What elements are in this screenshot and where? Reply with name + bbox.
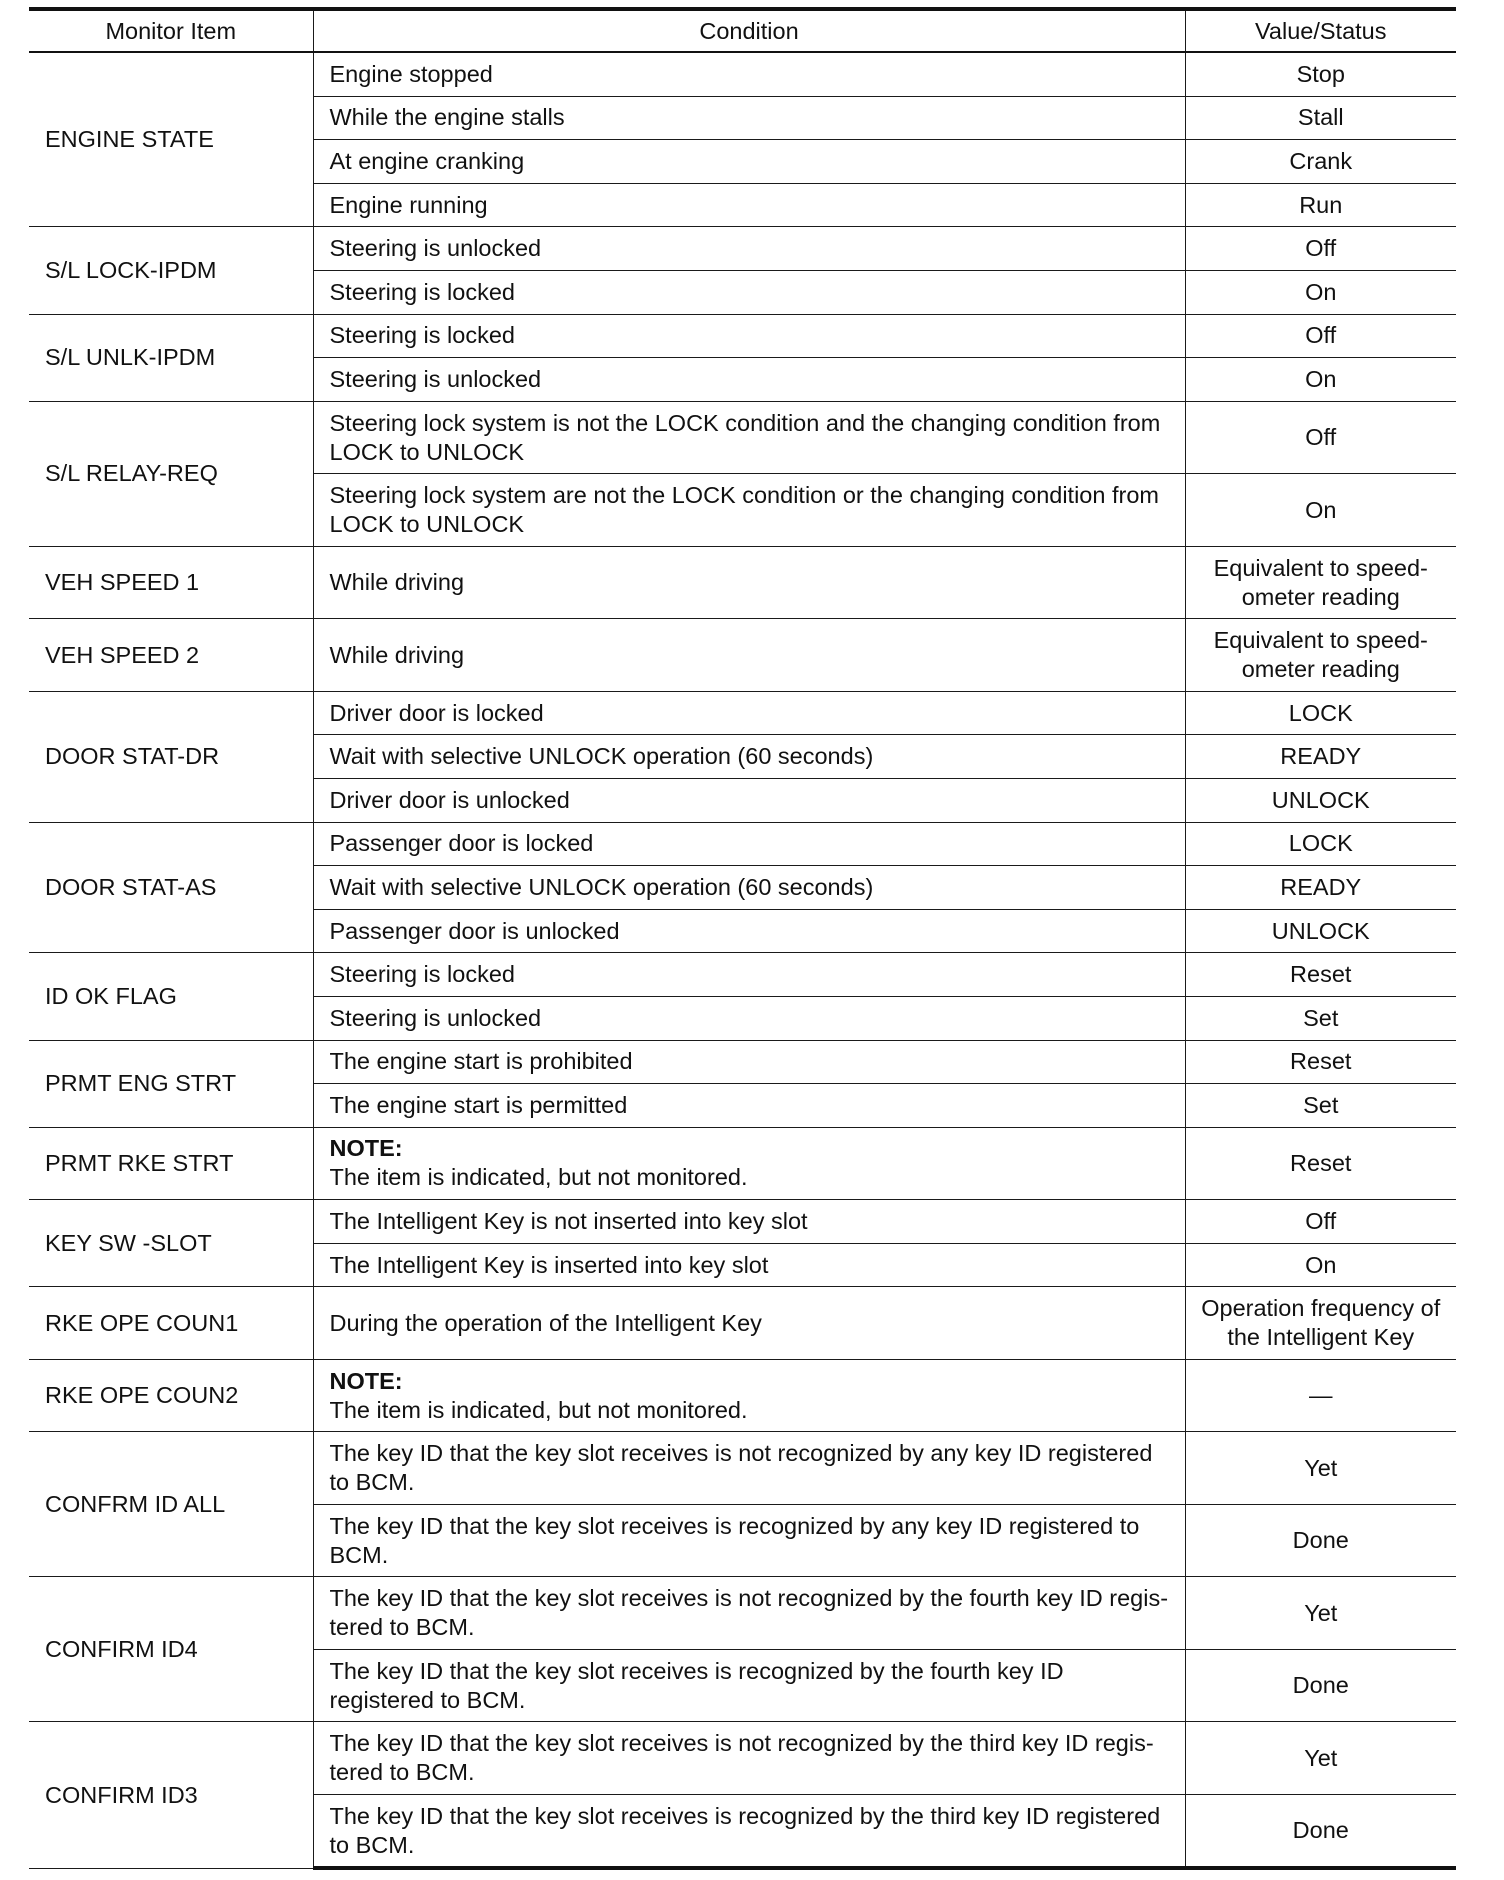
condition-cell: The key ID that the key slot receives is recognized by the third key ID registered to BCM. [313,1794,1185,1868]
condition-cell: The Intelligent Key is inserted into key slot [313,1243,1185,1287]
condition-cell: Steering is locked [313,270,1185,314]
monitor-item-cell: KEY SW -SLOT [29,1200,313,1287]
condition-cell: Engine running [313,183,1185,227]
value-status-cell: LOCK [1185,822,1456,866]
value-status-cell: Stop [1185,52,1456,96]
monitor-item-cell: DOOR STAT-DR [29,691,313,822]
table-row [29,1577,1456,1650]
value-status-cell: Done [1185,1649,1456,1722]
condition-cell: Driver door is locked [313,691,1185,735]
value-status-cell: Operation frequency of the Intelligent Key [1185,1287,1456,1360]
value-status-cell: — [1185,1359,1456,1432]
value-status-cell: Off [1185,227,1456,271]
condition-cell: Driver door is unlocked [313,778,1185,822]
condition-cell: The key ID that the key slot receives is recognized by the fourth key ID registered to BCM. [313,1649,1185,1722]
value-status-cell: LOCK [1185,691,1456,735]
table-row [29,1040,1456,1084]
monitor-item-cell: S/L UNLK-IPDM [29,314,313,401]
condition-cell: At engine cranking [313,140,1185,184]
value-status-cell: READY [1185,735,1456,779]
table-body [29,52,1456,1868]
value-status-cell: Reset [1185,953,1456,997]
value-status-cell: Off [1185,1200,1456,1244]
condition-cell: Wait with selective UNLOCK operation (60 seconds) [313,866,1185,910]
value-status-cell: Off [1185,314,1456,358]
value-status-cell: UNLOCK [1185,778,1456,822]
value-status-cell: Run [1185,183,1456,227]
condition-cell: During the operation of the Intelligent Key [313,1287,1185,1360]
monitor-item-cell: ID OK FLAG [29,953,313,1040]
value-status-cell: Set [1185,1084,1456,1128]
condition-cell: The key ID that the key slot receives is recognized by any key ID registered to BCM. [313,1504,1185,1577]
condition-cell: Passenger door is locked [313,822,1185,866]
value-status-cell: Done [1185,1794,1456,1868]
table-row [29,953,1456,997]
value-status-cell: Stall [1185,96,1456,140]
value-status-cell: Yet [1185,1432,1456,1505]
value-status-cell: Yet [1185,1722,1456,1795]
table-row [29,546,1456,619]
condition-cell: Engine stopped [313,52,1185,96]
monitor-item-cell: CONFIRM ID3 [29,1722,313,1869]
monitor-item-cell: VEH SPEED 2 [29,619,313,692]
value-status-cell: On [1185,474,1456,547]
table-row [29,52,1456,96]
table-row [29,1200,1456,1244]
monitor-item-cell: CONFIRM ID4 [29,1577,313,1722]
value-status-cell: Equivalent to speed-ometer reading [1185,619,1456,692]
condition-cell: The engine start is permitted [313,1084,1185,1128]
monitor-item-cell: CONFRM ID ALL [29,1432,313,1577]
monitor-table [29,7,1456,1870]
table-row [29,619,1456,692]
table-row [29,401,1456,474]
condition-cell: The Intelligent Key is not inserted into key slot [313,1200,1185,1244]
monitor-item-cell: ENGINE STATE [29,52,313,227]
note-text: The item is indicated, but not monitored. [329,1164,748,1191]
note-label: NOTE: [329,1135,403,1162]
table-row [29,314,1456,358]
condition-cell [313,1127,1185,1200]
value-status-cell: Equivalent to speed-ometer reading [1185,546,1456,619]
table-row [29,691,1456,735]
value-status-cell: On [1185,270,1456,314]
value-status-cell: Yet [1185,1577,1456,1650]
condition-cell: Passenger door is unlocked [313,909,1185,953]
table-row [29,1127,1456,1200]
condition-cell: The key ID that the key slot receives is not recognized by any key ID registered to BCM. [313,1432,1185,1505]
table-row [29,1359,1456,1432]
table-row [29,227,1456,271]
monitor-item-cell: S/L RELAY-REQ [29,401,313,546]
monitor-item-cell: RKE OPE COUN1 [29,1287,313,1360]
monitor-item-cell: RKE OPE COUN2 [29,1359,313,1432]
monitor-item-cell: S/L LOCK-IPDM [29,227,313,314]
monitor-item-cell: PRMT RKE STRT [29,1127,313,1200]
value-status-cell: UNLOCK [1185,909,1456,953]
condition-cell: The key ID that the key slot receives is not recognized by the fourth key ID regis-tered to BCM. [313,1577,1185,1650]
value-status-cell: Reset [1185,1040,1456,1084]
condition-cell: Steering is unlocked [313,996,1185,1040]
header-row [29,9,1456,52]
monitor-item-cell: VEH SPEED 1 [29,546,313,619]
condition-cell: The engine start is prohibited [313,1040,1185,1084]
document-page [29,7,1456,1870]
table-row [29,1722,1456,1795]
condition-cell: Steering lock system are not the LOCK condition or the changing condition from LOCK to UNLOCK [313,474,1185,547]
condition-cell: Steering is locked [313,314,1185,358]
condition-cell: While driving [313,546,1185,619]
condition-cell: Wait with selective UNLOCK operation (60 seconds) [313,735,1185,779]
table-row [29,822,1456,866]
note-text: The item is indicated, but not monitored. [329,1396,748,1423]
value-status-cell: READY [1185,866,1456,910]
condition-cell: Steering lock system is not the LOCK condition and the changing condition from LOCK to UNLOCK [313,401,1185,474]
condition-cell: While driving [313,619,1185,692]
condition-cell: While the engine stalls [313,96,1185,140]
condition-cell [313,1359,1185,1432]
value-status-cell: Crank [1185,140,1456,184]
monitor-item-cell: DOOR STAT-AS [29,822,313,953]
value-status-cell: Set [1185,996,1456,1040]
value-status-cell: Off [1185,401,1456,474]
header-monitor-item: Monitor Item [29,9,313,52]
header-value-status: Value/Status [1185,9,1456,52]
value-status-cell: Reset [1185,1127,1456,1200]
table-row [29,1432,1456,1505]
value-status-cell: Done [1185,1504,1456,1577]
condition-cell: Steering is unlocked [313,227,1185,271]
value-status-cell: On [1185,1243,1456,1287]
condition-cell: Steering is unlocked [313,358,1185,402]
value-status-cell: On [1185,358,1456,402]
condition-cell: The key ID that the key slot receives is not recognized by the third key ID regis-tered to BCM. [313,1722,1185,1795]
table-row [29,1287,1456,1360]
header-condition: Condition [313,9,1185,52]
note-label: NOTE: [329,1367,403,1394]
condition-cell: Steering is locked [313,953,1185,997]
monitor-item-cell: PRMT ENG STRT [29,1040,313,1127]
